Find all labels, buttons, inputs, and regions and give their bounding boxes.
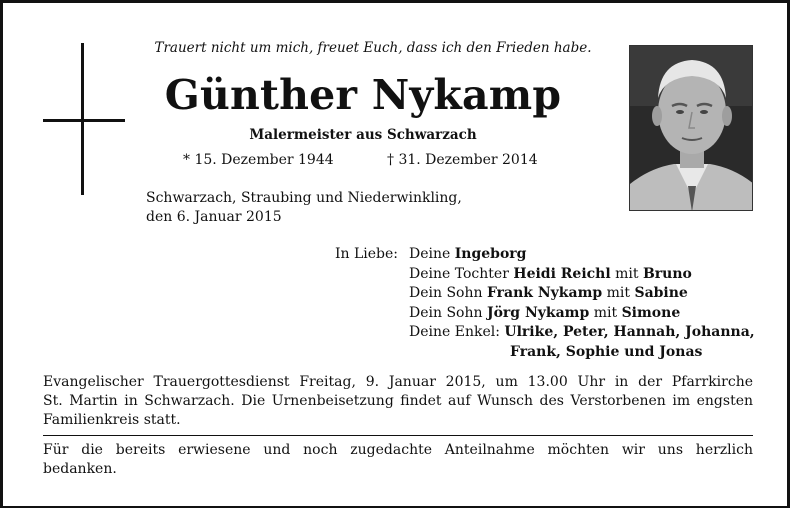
mourners-label: In Liebe: — [335, 246, 399, 262]
relation-text: Deine — [409, 246, 455, 262]
mourner-name: Frank Nykamp — [486, 285, 603, 301]
death-date: † 31. Dezember 2014 — [387, 152, 538, 168]
mourner-row — [335, 304, 755, 324]
service-announcement — [43, 373, 753, 430]
mourner-row — [335, 245, 755, 265]
relation-text: Deine Tochter — [409, 265, 514, 282]
partner-name: Simone — [621, 304, 681, 321]
relation-text: Dein Sohn — [409, 304, 487, 321]
deceased-profession: Malermeister aus Schwarzach — [249, 127, 477, 143]
partner-name: Bruno — [642, 265, 692, 282]
connector-text: mit — [602, 285, 635, 301]
mourner-name: Jörg Nykamp — [486, 304, 590, 321]
mourner-name: Heidi Reichl — [513, 265, 611, 282]
place-line: Schwarzach, Straubing und Niederwinkling, — [146, 190, 462, 206]
place-and-date — [146, 189, 462, 227]
connector-text: mit — [610, 265, 643, 282]
service-line: St. Martin in Schwarzach. Die Urnenbeisetzung findet auf Wunsch des Verstorbenen im engsten — [43, 393, 753, 409]
service-line: Familienkreis statt. — [43, 412, 181, 428]
deceased-name: Günther Nykamp — [164, 71, 562, 119]
mourner-name: Ingeborg — [454, 246, 527, 262]
mourners-list — [335, 245, 755, 362]
mourner-row — [335, 284, 755, 304]
grandchildren-names: Ulrike, Peter, Hannah, Johanna, — [504, 324, 755, 340]
thanks-line: Für die bereits erwiesene und noch zugedachte Anteilnahme möchten wir uns herzlich — [43, 442, 753, 458]
portrait-image — [630, 46, 753, 211]
divider — [43, 435, 753, 436]
relation-text: Deine Enkel: — [409, 324, 505, 340]
thanks-text — [43, 441, 753, 479]
thanks-line: bedanken. — [43, 461, 117, 477]
connector-text: mit — [589, 304, 622, 321]
birth-date: * 15. Dezember 1944 — [183, 152, 334, 168]
deceased-portrait — [629, 45, 753, 211]
mourner-row — [335, 323, 755, 343]
relation-text: Dein Sohn — [409, 285, 487, 301]
cross-horizontal-bar — [43, 119, 125, 122]
mourner-row — [335, 265, 755, 285]
grandchildren-names: Frank, Sophie und Jonas — [510, 343, 703, 360]
motto-quote: Trauert nicht um mich, freuet Euch, dass ich den Frieden habe. — [154, 40, 592, 56]
service-line: Evangelischer Trauergottesdienst Freitag, 9. Januar 2015, um 13.00 Uhr in der Pfarrkirche — [43, 374, 753, 390]
date-line: den 6. Januar 2015 — [146, 209, 282, 225]
partner-name: Sabine — [634, 285, 688, 301]
mourner-row — [335, 343, 755, 363]
